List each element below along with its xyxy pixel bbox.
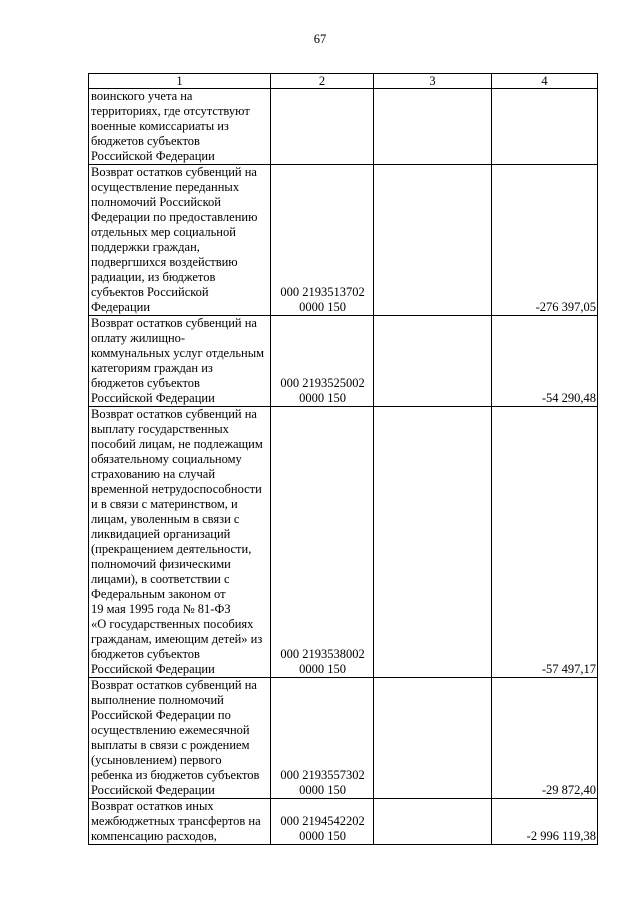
header-col-1: 1 xyxy=(89,74,271,89)
header-col-3: 3 xyxy=(374,74,492,89)
row-code: 000 2194542202 0000 150 xyxy=(271,799,374,845)
row-amount: -2 996 119,38 xyxy=(492,799,598,845)
row-code xyxy=(271,89,374,165)
row-col3 xyxy=(374,678,492,799)
row-description: Возврат остатков субвенций на оплату жилищно- коммунальных услуг отдельным категориям граждан из бюджетов субъектов Российской Федерации xyxy=(89,316,271,407)
table-row xyxy=(89,316,598,407)
row-description: Возврат остатков субвенций на выполнение полномочий Российской Федерации по осуществлению ежемесячной выплаты в связи с рождением (усыновлением) первого ребенка из бюджетов субъектов Российской Федерации xyxy=(89,678,271,799)
row-amount: -29 872,40 xyxy=(492,678,598,799)
row-col3 xyxy=(374,316,492,407)
row-amount: -57 497,17 xyxy=(492,407,598,678)
row-code: 000 2193525002 0000 150 xyxy=(271,316,374,407)
table-row xyxy=(89,407,598,678)
row-description: Возврат остатков иных межбюджетных трансфертов на компенсацию расходов, xyxy=(89,799,271,845)
table-row xyxy=(89,678,598,799)
row-code: 000 2193538002 0000 150 xyxy=(271,407,374,678)
page-number: 67 xyxy=(313,32,327,46)
row-description: Возврат остатков субвенций на выплату государственных пособий лицам, не подлежащим обязательному социальному страхованию на случай временной нетрудоспособности и в связи с материнством, и лицам, уволенным в связи с ликвидацией организаций (прекращением деятельности, полномочий физическими лицами), в соответствии с Федеральным законом от 19 мая 1995 года № 81-ФЗ «О государственных пособиях гражданам, имеющим детей» из бюджетов субъектов Российской Федерации xyxy=(89,407,271,678)
row-col3 xyxy=(374,89,492,165)
row-col3 xyxy=(374,799,492,845)
header-col-2: 2 xyxy=(271,74,374,89)
row-description: воинского учета на территориях, где отсутствуют военные комиссариаты из бюджетов субъектов Российской Федерации xyxy=(89,89,271,165)
row-amount xyxy=(492,89,598,165)
row-col3 xyxy=(374,407,492,678)
table-row xyxy=(89,799,598,845)
row-code: 000 2193513702 0000 150 xyxy=(271,165,374,316)
header-row xyxy=(89,74,598,89)
row-col3 xyxy=(374,165,492,316)
table-row xyxy=(89,89,598,165)
table-row xyxy=(89,165,598,316)
row-description: Возврат остатков субвенций на осуществление переданных полномочий Российской Федерации по предоставлению отдельных мер социальной поддержки граждан, подвергшихся воздействию радиации, из бюджетов субъектов Российской Федерации xyxy=(89,165,271,316)
budget-table xyxy=(88,73,598,845)
header-col-4: 4 xyxy=(492,74,598,89)
row-amount: -276 397,05 xyxy=(492,165,598,316)
row-amount: -54 290,48 xyxy=(492,316,598,407)
row-code: 000 2193557302 0000 150 xyxy=(271,678,374,799)
